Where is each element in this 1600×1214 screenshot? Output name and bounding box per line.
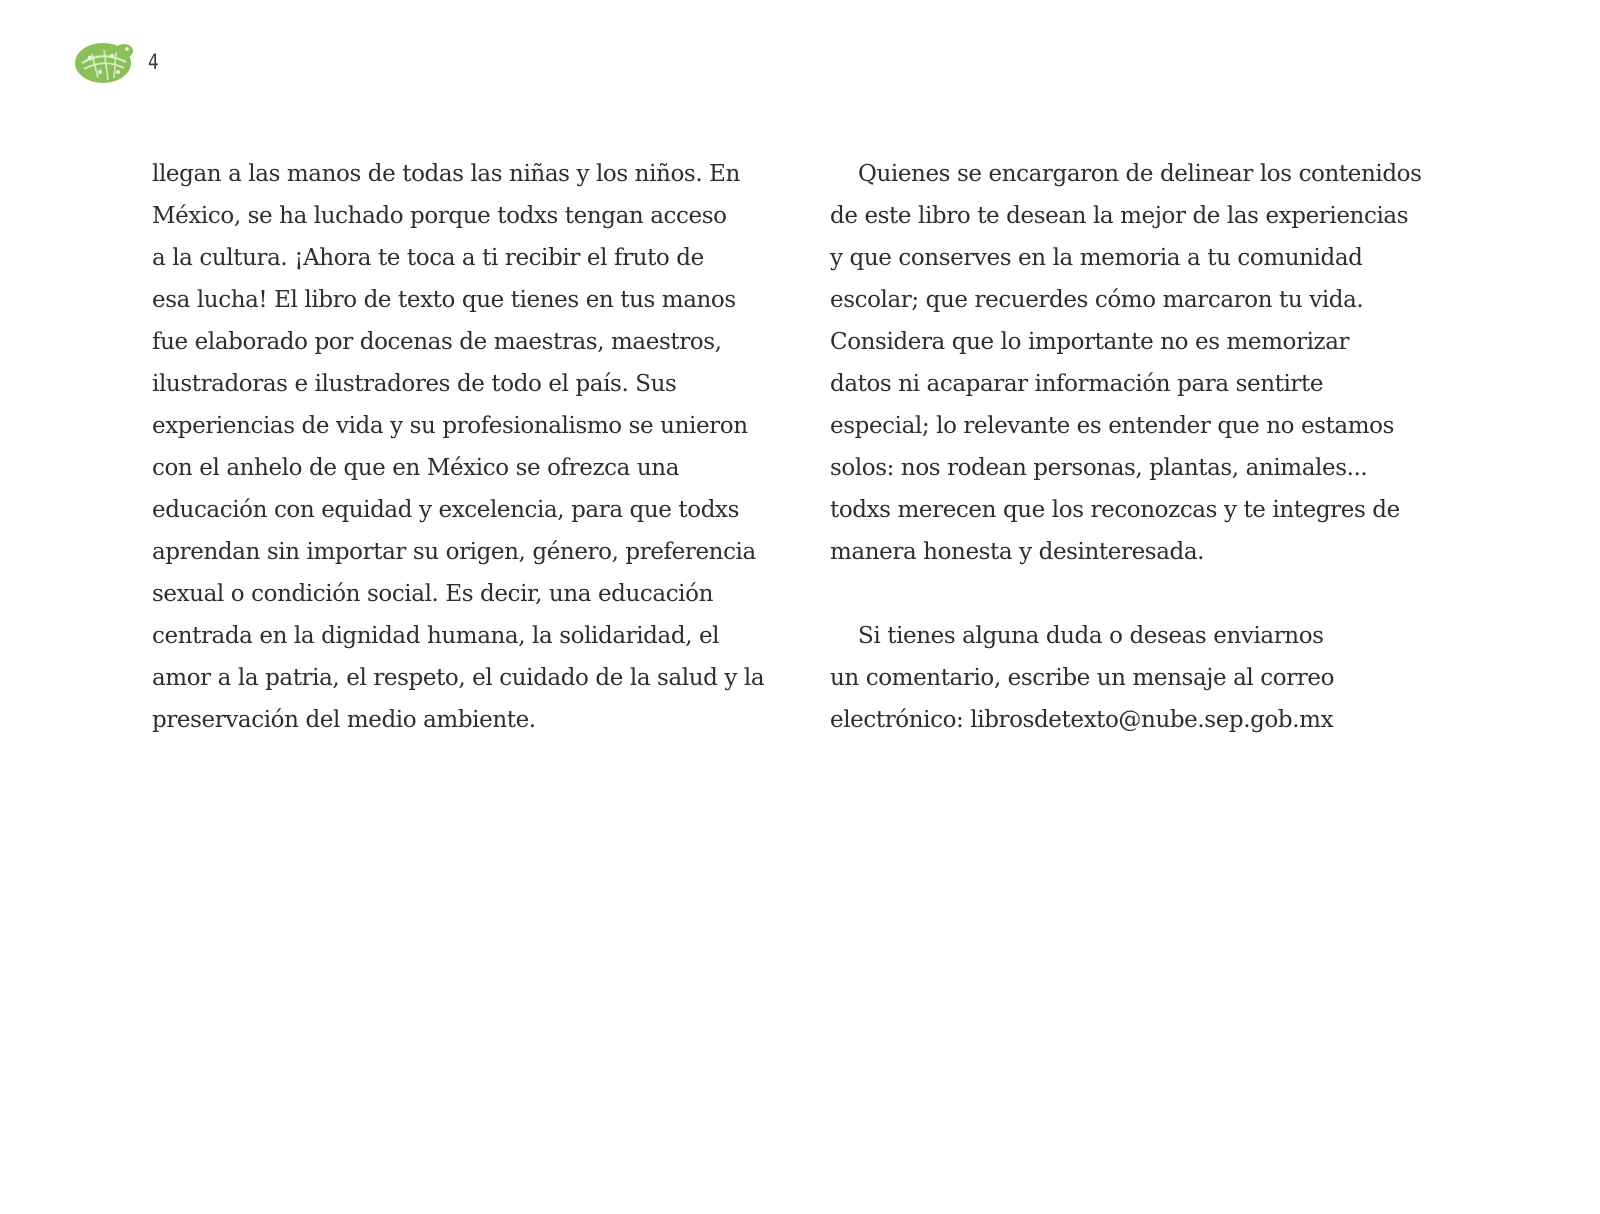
- body-text-line: experiencias de vida y su profesionalismo se unieron: [152, 413, 748, 439]
- body-text-line: Quienes se encargaron de delinear los contenidos: [858, 161, 1422, 187]
- body-text-line: con el anhelo de que en México se ofrezca una: [152, 455, 680, 481]
- body-text-line: Considera que lo importante no es memorizar: [830, 329, 1350, 355]
- contact-email-line: electrónico: librosdetexto@nube.sep.gob.mx: [830, 707, 1334, 733]
- body-text-line: un comentario, escribe un mensaje al correo: [830, 665, 1335, 691]
- body-text-line: sexual o condición social. Es decir, una educación: [152, 581, 713, 607]
- paragraph-contact: [830, 615, 1480, 741]
- body-text-line: datos ni acaparar información para sentirte: [830, 371, 1324, 397]
- green-leaf-logo-icon: [74, 38, 136, 86]
- body-text-line: aprendan sin importar su origen, género, preferencia: [152, 539, 756, 565]
- body-text-line: ilustradoras e ilustradores de todo el país. Sus: [152, 371, 677, 397]
- body-text-line: escolar; que recuerdes cómo marcaron tu vida.: [830, 287, 1364, 313]
- body-text-line: fue elaborado por docenas de maestras, maestros,: [152, 329, 722, 355]
- body-text-line: a la cultura. ¡Ahora te toca a ti recibir el fruto de: [152, 245, 704, 271]
- body-text-line: manera honesta y desinteresada.: [830, 539, 1205, 565]
- body-text-line: preservación del medio ambiente.: [152, 707, 536, 733]
- body-text-line: solos: nos rodean personas, plantas, animales...: [830, 455, 1368, 481]
- body-text-line: centrada en la dignidad humana, la solidaridad, el: [152, 623, 720, 649]
- body-text-line: educación con equidad y excelencia, para que todxs: [152, 497, 740, 523]
- paragraph-wishes: [830, 153, 1480, 573]
- body-text-line: amor a la patria, el respeto, el cuidado de la salud y la: [152, 665, 765, 691]
- page-number: 4: [148, 50, 159, 74]
- body-text-line: Si tienes alguna duda o deseas enviarnos: [858, 623, 1324, 649]
- body-text-line: todxs merecen que los reconozcas y te integres de: [830, 497, 1400, 523]
- right-column: [830, 153, 1480, 741]
- left-column: [152, 153, 792, 741]
- body-text-line: llegan a las manos de todas las niñas y los niños. En: [152, 161, 740, 187]
- body-text-line: México, se ha luchado porque todxs tengan acceso: [152, 203, 727, 229]
- body-text-line: especial; lo relevante es entender que no estamos: [830, 413, 1395, 439]
- body-text-line: de este libro te desean la mejor de las experiencias: [830, 203, 1409, 229]
- body-text-line: y que conserves en la memoria a tu comunidad: [830, 245, 1363, 271]
- body-text-line: esa lucha! El libro de texto que tienes en tus manos: [152, 287, 736, 313]
- page-header: [74, 38, 161, 86]
- paragraph-gap: [830, 573, 1480, 615]
